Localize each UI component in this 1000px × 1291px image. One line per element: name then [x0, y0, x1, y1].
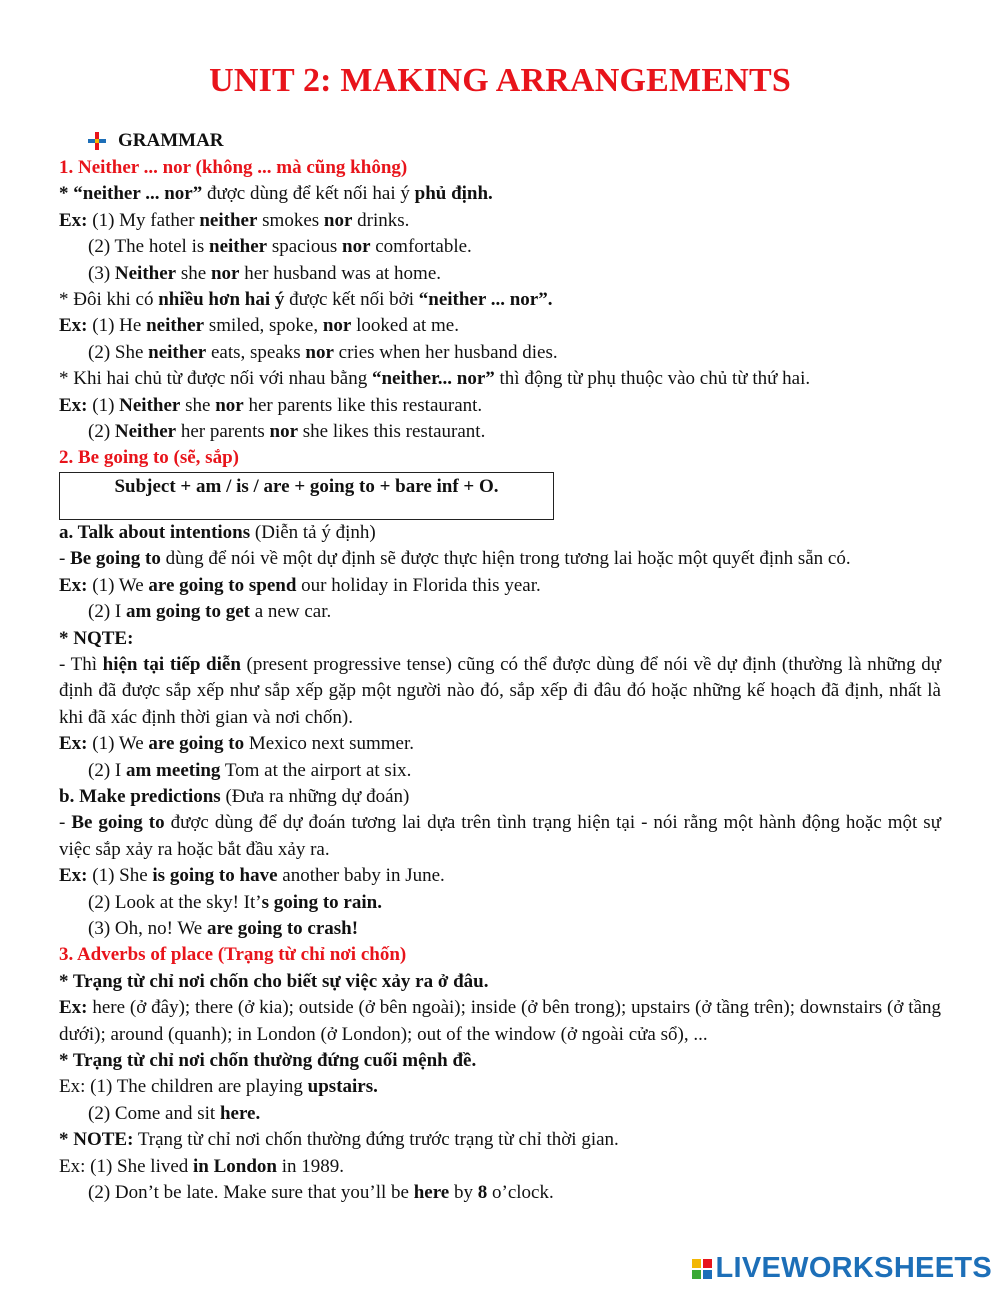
text-run: được dùng để kết nối hai ý [202, 183, 415, 205]
formula-box [59, 472, 554, 520]
text-line [59, 546, 941, 572]
text-run: eats, speaks [206, 341, 306, 363]
text-run: another baby in June. [277, 865, 445, 887]
text-line [59, 599, 941, 625]
section-heading [59, 942, 941, 968]
liveworksheets-logo [692, 1252, 993, 1285]
bold-run: am meeting [125, 759, 221, 781]
bold-run: nor [215, 394, 244, 416]
section-heading [59, 445, 941, 471]
text-run: Subject + am / is / are + going to + bare inf + O. [114, 475, 499, 497]
bold-run: Ex: [59, 209, 88, 231]
bold-run: neither [199, 209, 258, 231]
text-run: * Đôi khi có [59, 289, 159, 311]
bold-run: s going to rain. [261, 891, 382, 913]
bold-run: * Trạng từ chỉ nơi chốn cho biết sự việc xảy ra ở đâu. [59, 970, 489, 992]
text-run: (present progressive tense) cũng có thể được dùng để nói về dự định (thường là những dự định đã được sắp xếp như sắp xếp gặp một người nào đó, sắp xếp đi đâu đó hoặc những kế hoạch đã định, nhất là khi đã xác định thời gian và nơi chốn). [59, 653, 942, 728]
text-run: (Diễn tả ý định) [250, 521, 376, 543]
text-run: here (ở đây); there (ở kia); outside (ở bên ngoài); inside (ở bên trong); upstairs (ở tầng trên); downstairs (ở tầng dưới); around (quanh); in London (ở London); out of the window (ở ngoài cửa sổ), ... [59, 997, 941, 1045]
text-run: (2) I [88, 759, 126, 781]
bold-run: Neither [114, 262, 177, 284]
text-line [59, 784, 941, 810]
bold-run: Ex: [59, 997, 88, 1019]
text-line [59, 419, 941, 445]
text-run: (3) [88, 262, 115, 284]
text-line [59, 1127, 941, 1153]
text-line [59, 1154, 941, 1180]
text-line [59, 810, 941, 863]
text-run: 1. Neither ... nor (không ... mà cũng không) [59, 157, 408, 178]
text-run: smiled, spoke, [204, 315, 323, 337]
bold-run: nhiều hơn hai ý [158, 289, 285, 311]
bold-run: Ex: [59, 574, 88, 596]
bold-run: 8 [477, 1182, 488, 1204]
text-run: dùng để nói về một dự định sẽ được thực hiện trong tương lai hoặc một quyết định sẵn có. [160, 548, 851, 570]
text-run: thì động từ phụ thuộc vào chủ từ thứ hai. [494, 368, 811, 390]
section-heading [59, 155, 941, 181]
text-run: spacious [267, 236, 342, 258]
text-line [59, 916, 941, 942]
grammar-bullet-icon [88, 132, 106, 150]
text-run: 2. Be going to (sẽ, sắp) [59, 447, 239, 469]
text-line [59, 652, 941, 731]
text-run: - [59, 812, 72, 834]
bold-run: nor [322, 315, 352, 337]
bold-run: here. [219, 1102, 261, 1124]
text-line [59, 1101, 941, 1127]
text-run: (2) [88, 421, 115, 443]
bold-run: upstairs. [307, 1076, 378, 1098]
bold-run: neither [209, 236, 268, 258]
text-line [59, 181, 941, 207]
text-line [59, 995, 941, 1048]
text-run: comfortable. [370, 236, 472, 258]
text-run: * Khi hai chủ từ được nối với nhau bằng [59, 368, 372, 390]
text-run: (2) Look at the sky! It’ [88, 891, 262, 913]
bold-run: are going to [148, 733, 245, 755]
bold-run: “neither ... nor”. [418, 289, 553, 311]
text-run: looked at me. [351, 315, 459, 337]
bold-run: phủ định. [414, 183, 493, 205]
text-run: cries when her husband dies. [333, 341, 558, 363]
bold-run: in London [193, 1155, 278, 1177]
bold-run: Be going to [71, 812, 165, 834]
text-run: she [180, 394, 216, 416]
text-line [59, 520, 941, 546]
text-run: smokes [257, 209, 324, 231]
bold-run: are going to spend [148, 574, 297, 596]
bold-run: neither [148, 341, 207, 363]
text-run: (2) The hotel is [88, 236, 210, 258]
bold-run: is going to have [152, 865, 278, 887]
bold-run: b. Make predictions [59, 785, 221, 807]
grammar-heading-label: GRAMMAR [118, 130, 224, 151]
bold-run: Ex: [59, 315, 88, 337]
text-line [59, 626, 941, 652]
bold-run: “neither... nor” [371, 368, 495, 390]
grammar-content [59, 155, 941, 1206]
text-run: (2) Don’t be late. Make sure that you’ll be [88, 1182, 414, 1204]
text-line [59, 969, 941, 995]
text-line [59, 287, 941, 313]
text-line [59, 313, 941, 339]
text-run: (Đưa ra những dự đoán) [220, 785, 410, 807]
liveworksheets-logo-icon [692, 1259, 712, 1279]
text-run: 3. Adverbs of place (Trạng từ chỉ nơi chốn) [59, 944, 407, 966]
text-run: her parents [176, 421, 270, 443]
bold-run: Ex: [59, 733, 88, 755]
bold-run: * “neither ... nor” [59, 183, 203, 205]
text-run: (1) [87, 394, 120, 416]
text-run: (1) She [87, 865, 153, 887]
text-line [59, 340, 941, 366]
bold-run: nor [342, 236, 371, 258]
page-title: UNIT 2: MAKING ARRANGEMENTS [209, 62, 791, 99]
bold-run: neither [146, 315, 205, 337]
text-line [59, 890, 941, 916]
text-run: she [176, 262, 211, 284]
bold-run: * Trạng từ chỉ nơi chốn thường đứng cuối mệnh đề. [59, 1050, 477, 1071]
text-run: our holiday in Florida this year. [296, 574, 541, 596]
bold-run: * NOTE: [59, 1129, 134, 1151]
text-line [59, 1074, 941, 1100]
bold-run: hiện tại tiếp diễn [102, 653, 241, 675]
bold-run: Neither [119, 394, 181, 416]
text-run: (2) I [88, 601, 126, 623]
text-line [59, 573, 941, 599]
text-run: Tom at the airport at six. [220, 759, 412, 781]
text-line [59, 366, 941, 392]
text-run: (1) He [87, 315, 147, 337]
bold-run: Neither [114, 421, 177, 443]
text-run: - Thì [59, 653, 103, 675]
text-run: Ex: (1) The children are playing [59, 1076, 308, 1098]
watermark-text: LIVEWORKSHEETS [715, 1252, 992, 1284]
grammar-heading [88, 130, 224, 152]
bold-run: are going to crash! [206, 917, 359, 939]
bold-run: nor [210, 262, 240, 284]
text-run: Ex: (1) She lived [59, 1155, 194, 1177]
text-run: o’clock. [487, 1182, 554, 1204]
text-run: her parents like this restaurant. [243, 394, 483, 416]
text-run: được kết nối bởi [284, 289, 419, 311]
text-run: (1) We [87, 574, 149, 596]
text-run: (3) Oh, no! We [88, 917, 207, 939]
bold-run: here [413, 1182, 450, 1204]
text-run: in 1989. [277, 1155, 345, 1177]
text-run: Trạng từ chỉ nơi chốn thường đứng trước trạng từ chỉ thời gian. [133, 1129, 619, 1151]
text-line [59, 863, 941, 889]
bold-run: * NQTE: [59, 627, 134, 649]
text-line [59, 261, 941, 287]
bold-run: nor [323, 209, 353, 231]
text-line [59, 731, 941, 757]
text-line [59, 234, 941, 260]
text-run: (1) My father [87, 209, 200, 231]
bold-run: nor [305, 341, 334, 363]
text-run: drinks. [352, 209, 410, 231]
text-line [59, 758, 941, 784]
text-run: (2) Come and sit [88, 1102, 220, 1124]
bold-run: a. Talk about intentions [59, 521, 251, 543]
text-line [59, 393, 941, 419]
text-line [59, 1180, 941, 1206]
text-run: (1) We [87, 733, 149, 755]
text-run: - [59, 548, 71, 570]
text-run: by [449, 1182, 478, 1204]
text-run: she likes this restaurant. [298, 421, 486, 443]
text-run: her husband was at home. [239, 262, 441, 284]
bold-run: Ex: [59, 865, 88, 887]
bold-run: am going to get [125, 601, 250, 623]
bold-run: Be going to [70, 548, 161, 570]
text-run: được dùng để dự đoán tương lai dựa trên tình trạng hiện tại - nói rằng một hành động hoặc một sự việc sắp xảy ra hoặc bắt đầu xảy ra. [59, 812, 942, 860]
bold-run: Ex: [59, 394, 88, 416]
text-run: Mexico next summer. [244, 733, 415, 755]
text-run: (2) She [88, 341, 149, 363]
bold-run: nor [269, 421, 298, 443]
text-line [59, 1048, 941, 1074]
text-run: a new car. [250, 601, 332, 623]
text-line [59, 208, 941, 234]
